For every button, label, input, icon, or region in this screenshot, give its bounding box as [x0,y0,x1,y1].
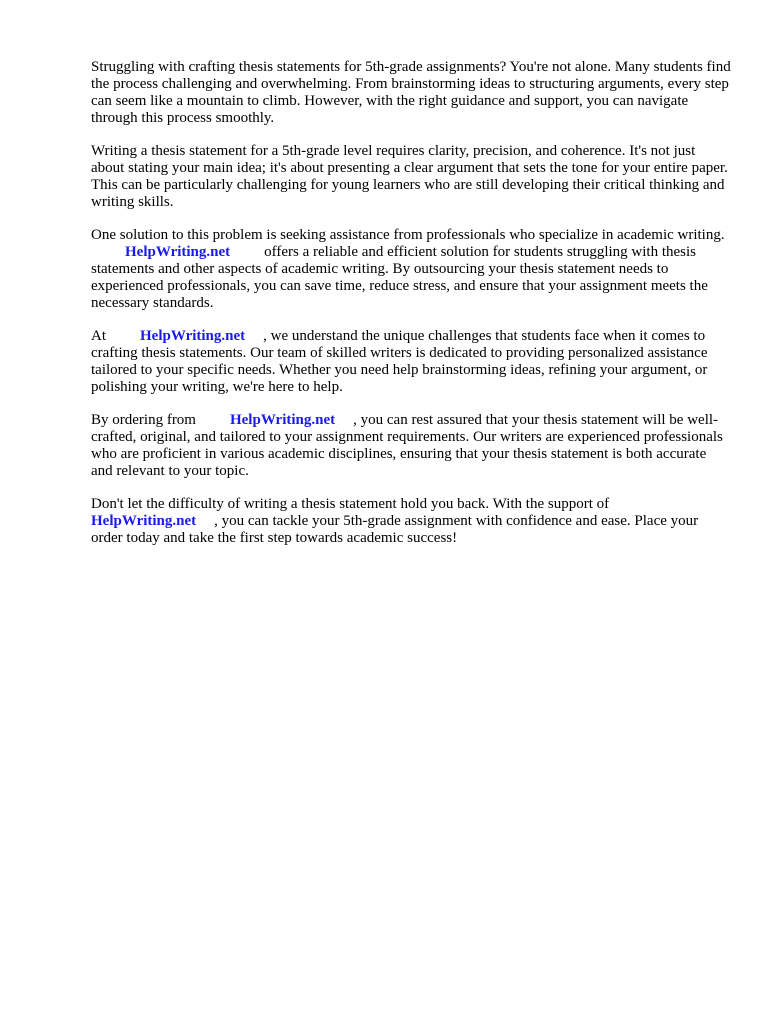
paragraph-solution-text-start: One solution to this problem is seeking assistance from professionals who specialize in academic writing. [91,227,725,243]
paragraph-ordering-text-start: By ordering from [91,412,196,428]
paragraph-solution-text-end: offers a reliable and efficient solution for students struggling with thesis statements and other aspects of academic writing. By outsourcing your thesis statement needs to experienced professionals, you can save time, reduce stress, and ensure that your assignment meets the necessary standards. [91,244,708,311]
paragraph-intro [91,59,731,127]
paragraph-clarity-text: Writing a thesis statement for a 5th-grade level requires clarity, precision, and coherence. It's not just about stating your main idea; it's about presenting a clear argument that sets the tone for your entire paper. This can be particularly challenging for young learners who are still developing their critical thinking and writing skills. [91,143,728,210]
paragraph-at-service-text-end: , we understand the unique challenges that students face when it comes to crafting thesis statements. Our team of skilled writers is dedicated to providing personalized assistance tailored to your specific needs. Whether you need help brainstorming ideas, refining your argument, or polishing your writing, we're here to help. [91,328,708,395]
paragraph-at-service [91,328,731,396]
helpwriting-link-2[interactable]: HelpWriting.net [140,328,246,344]
helpwriting-link-4[interactable]: HelpWriting.net [91,513,197,529]
paragraph-closing-text-end: , you can tackle your 5th-grade assignment with confidence and ease. Place your order today and take the first step towards academic success! [91,513,699,546]
paragraph-closing [91,496,731,547]
paragraph-ordering [91,412,731,480]
paragraph-at-service-text-start: At [91,328,106,344]
paragraph-clarity [91,143,731,211]
paragraph-closing-text-start: Don't let the difficulty of writing a thesis statement hold you back. With the support of [91,496,610,512]
document-page [91,59,731,563]
paragraph-solution [91,227,731,312]
paragraph-intro-text: Struggling with crafting thesis statements for 5th-grade assignments? You're not alone. Many students find the process challenging and overwhelming. From brainstorming ideas to structuring arguments, every step can seem like a mountain to climb. However, with the right guidance and support, you can navigate through this process smoothly. [91,59,731,126]
helpwriting-link-3[interactable]: HelpWriting.net [229,412,336,428]
paragraph-ordering-text-end: , you can rest assured that your thesis statement will be well-crafted, original, and tailored to your assignment requirements. Our writers are experienced professionals who are proficient in various academic disciplines, ensuring that your thesis statement is both accurate and relevant to your topic. [91,412,723,479]
helpwriting-link-1[interactable]: HelpWriting.net [125,244,231,260]
